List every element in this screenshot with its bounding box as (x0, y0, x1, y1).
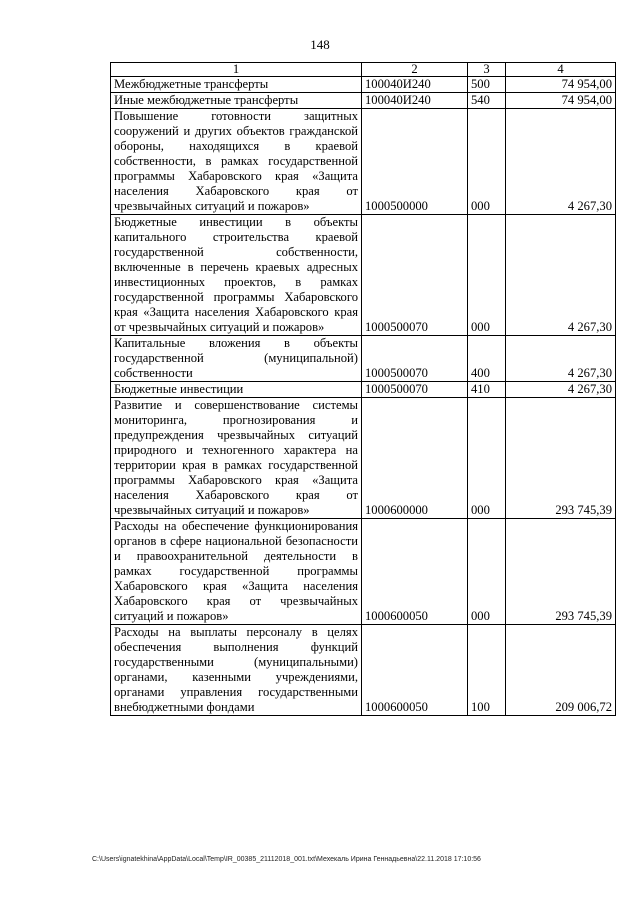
row-amount: 4 267,30 (506, 215, 616, 336)
row-code: 1000600000 (362, 398, 468, 519)
row-code: 1000500070 (362, 336, 468, 382)
row-amount: 4 267,30 (506, 109, 616, 215)
table-header-row (111, 63, 616, 77)
row-amount: 4 267,30 (506, 382, 616, 398)
row-amount: 74 954,00 (506, 93, 616, 109)
row-name: Бюджетные инвестиции (111, 382, 362, 398)
row-type: 500 (468, 77, 506, 93)
table-row (111, 625, 616, 716)
row-name: Расходы на выплаты персоналу в целях обеспечения выполнения функций государственными (муниципальными) органами, казенными учреждениями, органами управления государственными внебюджетными фондами (111, 625, 362, 716)
table-row (111, 336, 616, 382)
row-amount: 293 745,39 (506, 398, 616, 519)
row-type: 000 (468, 215, 506, 336)
file-path-footer: C:\Users\ignatekhina\AppData\Local\Temp\IR_00385_21112018_001.txt\Мехекаль Ирина Геннадьевна\22.11.2018 17:10:56 (92, 856, 481, 863)
row-code: 1000500070 (362, 215, 468, 336)
row-type: 000 (468, 398, 506, 519)
row-code: 1000600050 (362, 519, 468, 625)
header-cell-1: 1 (111, 63, 362, 77)
row-amount: 209 006,72 (506, 625, 616, 716)
table-row (111, 109, 616, 215)
table-row (111, 77, 616, 93)
row-name: Бюджетные инвестиции в объекты капитального строительства краевой государственной собственности, включенные в перечень краевых адресных инвестиционных проектов, в рамках государственной программы Хабаровского края «Защита населения Хабаровского края от чрезвычайных ситуаций и пожаров» (111, 215, 362, 336)
row-code: 100040И240 (362, 93, 468, 109)
table-row (111, 398, 616, 519)
table-row (111, 382, 616, 398)
row-type: 000 (468, 519, 506, 625)
row-amount: 4 267,30 (506, 336, 616, 382)
header-cell-3: 3 (468, 63, 506, 77)
table-row (111, 519, 616, 625)
page-number: 148 (310, 37, 330, 52)
header-cell-2: 2 (362, 63, 468, 77)
table-row (111, 93, 616, 109)
row-amount: 74 954,00 (506, 77, 616, 93)
header-cell-4: 4 (506, 63, 616, 77)
row-type: 410 (468, 382, 506, 398)
row-code: 100040И240 (362, 77, 468, 93)
row-code: 1000500070 (362, 382, 468, 398)
row-type: 000 (468, 109, 506, 215)
row-name: Капитальные вложения в объекты государственной (муниципальной) собственности (111, 336, 362, 382)
row-name: Иные межбюджетные трансферты (111, 93, 362, 109)
row-code: 1000600050 (362, 625, 468, 716)
budget-table (110, 62, 616, 716)
row-name: Межбюджетные трансферты (111, 77, 362, 93)
row-type: 100 (468, 625, 506, 716)
row-amount: 293 745,39 (506, 519, 616, 625)
row-type: 540 (468, 93, 506, 109)
row-name: Расходы на обеспечение функционирования органов в сфере национальной безопасности и правоохранительной деятельности в рамках государственной программы Хабаровского края «Защита населения Хабаровского края от чрезвычайных ситуаций и пожаров» (111, 519, 362, 625)
row-name: Повышение готовности защитных сооружений и других объектов гражданской обороны, находящихся в краевой собственности, в рамках государственной программы Хабаровского края «Защита населения Хабаровского края от чрезвычайных ситуаций и пожаров» (111, 109, 362, 215)
table-row (111, 215, 616, 336)
row-name: Развитие и совершенствование системы мониторинга, прогнозирования и предупреждения чрезвычайных ситуаций природного и техногенного характера на территории края в рамках государственной программы Хабаровского края «Защита населения Хабаровского края от чрезвычайных ситуаций и пожаров» (111, 398, 362, 519)
row-code: 1000500000 (362, 109, 468, 215)
row-type: 400 (468, 336, 506, 382)
